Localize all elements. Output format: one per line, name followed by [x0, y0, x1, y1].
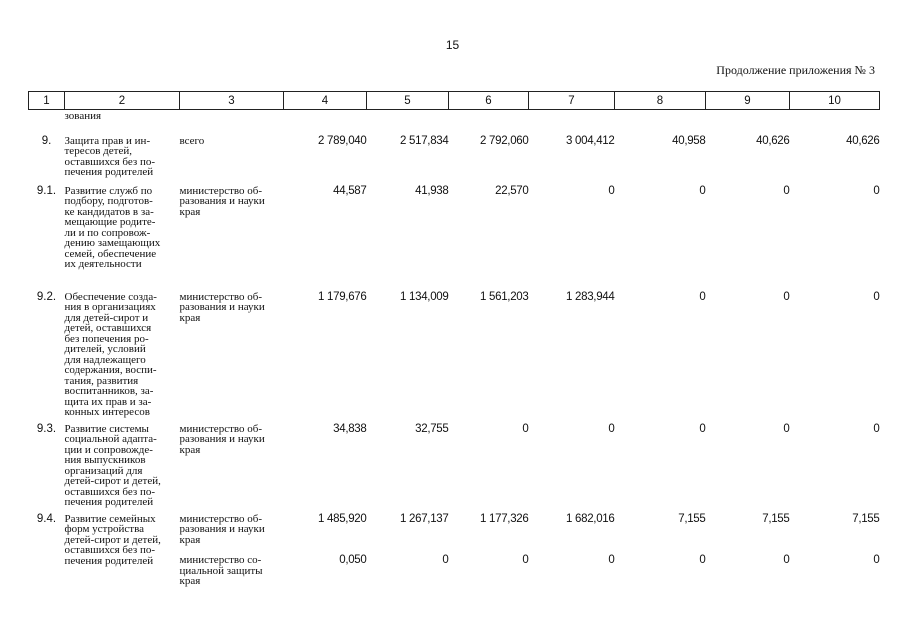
value-cell-col-9: 0: [783, 554, 790, 566]
table-row: [29, 514, 880, 546]
value-cell-col-4: 34,838: [333, 422, 367, 435]
column-header-7: 7: [529, 92, 615, 110]
value-cell-col-10: 0: [873, 184, 880, 197]
value-cell-col-10: 40,626: [846, 134, 880, 147]
row-spacer: [29, 122, 880, 136]
row-number: 9.: [41, 134, 52, 147]
value-cell-col-8: 7,155: [678, 512, 706, 525]
measure-name: Развитие служб по подбору, подготов- ке кандидатов в за- мещающие родите- ли и по сопровож- дению замещающих семей, обеспечение их деятельности: [64, 184, 161, 270]
value-cell-col-7: 1 283,944: [566, 290, 615, 303]
executor-name: министерство об- разования и науки края: [179, 184, 265, 218]
value-cell-col-5: 2 517,834: [400, 134, 449, 147]
executor-name: министерство об- разования и науки края: [179, 290, 265, 324]
value-cell-col-10: 7,155: [852, 512, 880, 525]
row-number: 9.1.: [36, 184, 57, 197]
value-cell-col-8: 0: [699, 554, 706, 566]
row-number: 9.3.: [36, 422, 57, 435]
table-row: [29, 424, 880, 508]
value-cell-col-5: 41,938: [415, 184, 449, 197]
value-cell-col-8: 0: [699, 422, 706, 435]
executor-name: министерство об- разования и науки края: [179, 512, 265, 546]
value-cell-col-10: 0: [873, 290, 880, 303]
value-cell-col-6: 22,570: [495, 184, 529, 197]
value-cell-col-9: 0: [783, 184, 790, 197]
column-header-6: 6: [449, 92, 529, 110]
value-cell-col-9: 7,155: [762, 512, 790, 525]
executor-name: министерство со- циальной защиты края: [179, 554, 263, 587]
value-cell-col-7: 0: [608, 422, 615, 435]
table-row: [29, 292, 880, 418]
column-header-5: 5: [367, 92, 449, 110]
value-cell-col-4: 1 485,920: [318, 512, 367, 525]
value-cell-col-7: 1 682,016: [566, 512, 615, 525]
column-header-2: 2: [65, 92, 180, 110]
measure-name: Защита прав и ин- тересов детей, оставшихся без по- печения родителей: [64, 134, 156, 178]
column-header-1: 1: [29, 92, 65, 110]
row-spacer: [29, 270, 880, 292]
header-row: [29, 92, 880, 110]
measure-name: Развитие семейных форм устройства детей-сирот и детей, оставшихся без по- печения родителей: [64, 512, 161, 567]
value-cell-col-4: 1 179,676: [318, 290, 367, 303]
value-cell-col-5: 0: [442, 554, 449, 566]
value-cell-col-4: 2 789,040: [318, 134, 367, 147]
value-cell-col-4: 44,587: [333, 184, 367, 197]
value-cell-col-5: 1 267,137: [400, 512, 449, 525]
value-cell-col-4: 0,050: [339, 554, 367, 566]
column-header-8: 8: [615, 92, 706, 110]
value-cell-col-6: 2 792,060: [480, 134, 529, 147]
value-cell-col-9: 0: [783, 290, 790, 303]
table-body: [29, 110, 880, 587]
column-header-9: 9: [706, 92, 790, 110]
column-header-4: 4: [284, 92, 367, 110]
value-cell-col-6: 1 177,326: [480, 512, 529, 525]
carryover-text: зования: [64, 110, 102, 122]
table-row: [29, 136, 880, 178]
column-header-3: 3: [180, 92, 284, 110]
value-cell-col-8: 0: [699, 184, 706, 197]
value-cell-col-7: 3 004,412: [566, 134, 615, 147]
appendix-continuation-label: Продолжение приложения № 3: [716, 63, 875, 77]
measure-name: Обеспечение созда- ния в организациях для детей-сирот и детей, оставшихся без попечения ро- дителей, условий для надлежащего содержания, воспи- тания, развития воспитанников, за- щита их прав и за- конных интересов: [64, 290, 157, 418]
budget-table: [28, 91, 880, 587]
value-cell-col-5: 1 134,009: [400, 290, 449, 303]
value-cell-col-7: 0: [608, 184, 615, 197]
measure-name: Развитие системы социальной адапта- ции и сопровожде- ния выпускников организаций для детей-сирот и детей, оставшихся без по- печения родителей: [64, 422, 161, 508]
executor-name: всего: [179, 134, 205, 147]
value-cell-col-8: 40,958: [672, 134, 706, 147]
value-cell-col-9: 40,626: [756, 134, 790, 147]
row-number: 9.2.: [36, 290, 57, 303]
value-cell-col-5: 32,755: [415, 422, 449, 435]
value-cell-col-6: 1 561,203: [480, 290, 529, 303]
table-row: [29, 186, 880, 270]
table-header: [29, 92, 880, 110]
value-cell-col-6: 0: [522, 422, 529, 435]
page-number: 15: [445, 38, 460, 52]
value-cell-col-7: 0: [608, 554, 615, 566]
carryover-row: [29, 110, 880, 122]
row-number: 9.4.: [36, 512, 57, 525]
value-cell-col-9: 0: [783, 422, 790, 435]
executor-name: министерство об- разования и науки края: [179, 422, 265, 456]
value-cell-col-6: 0: [522, 554, 529, 566]
value-cell-col-8: 0: [699, 290, 706, 303]
value-cell-col-10: 0: [873, 554, 880, 566]
column-header-10: 10: [790, 92, 880, 110]
row-spacer: [29, 178, 880, 186]
value-cell-col-10: 0: [873, 422, 880, 435]
